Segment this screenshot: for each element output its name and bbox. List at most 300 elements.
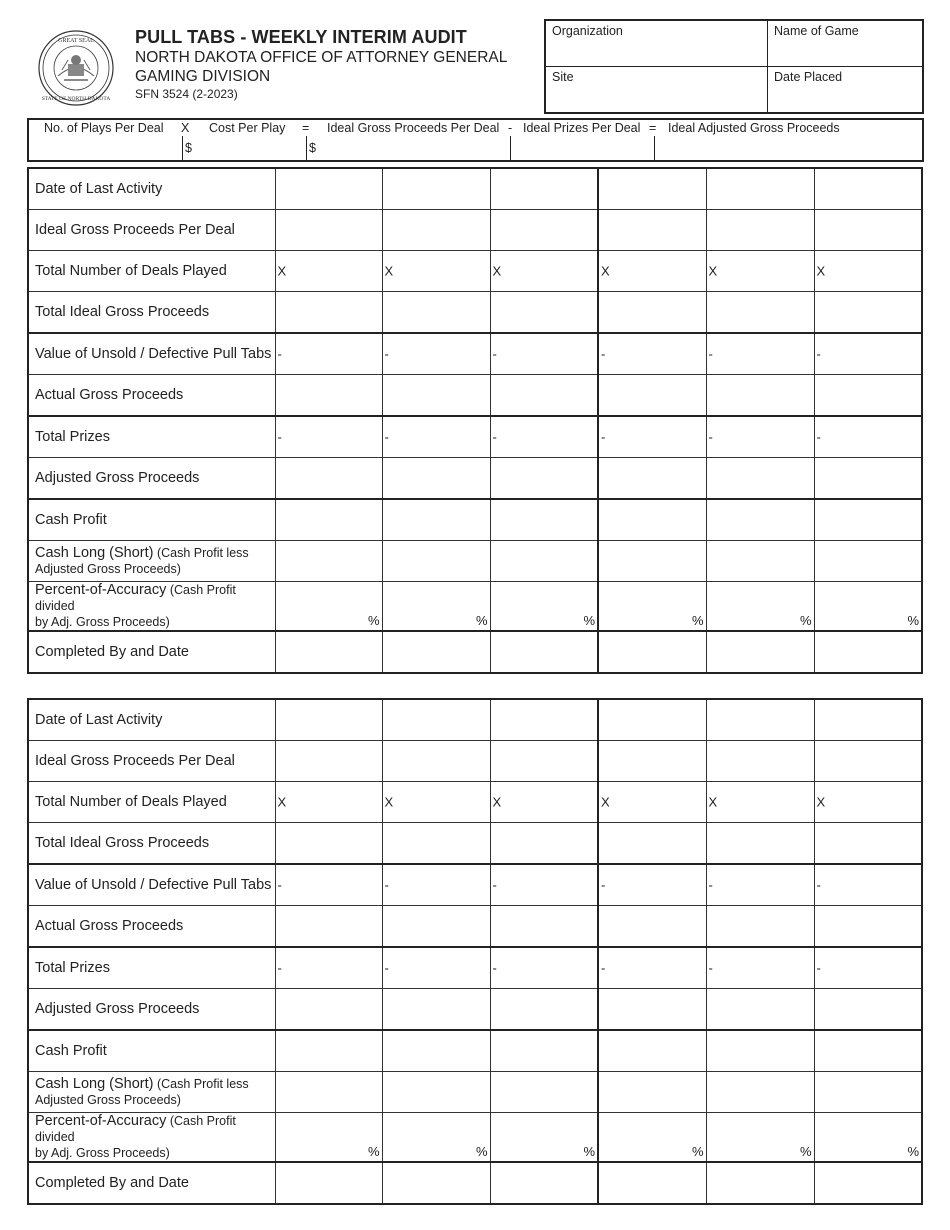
row-label-text: Total Prizes [35,429,110,445]
completed-by-label [28,1162,275,1204]
total-deals-played-cell[interactable] [275,251,382,292]
adjusted-gross-cell[interactable] [275,989,382,1031]
date-last-activity-label [28,699,275,741]
minus-mark: - [708,960,713,976]
cost-per-play-label: Cost Per Play [209,121,286,135]
minus-mark: - [601,346,606,362]
cash-long-label [28,1072,275,1113]
ideal-prizes-label: Ideal Prizes Per Deal [523,121,641,135]
row-label-main: Percent-of-Accuracy [35,582,167,598]
total-prizes-cell[interactable] [382,416,490,458]
times-symbol: X [181,121,190,135]
ideal-gross-per-deal-cell[interactable] [382,210,490,251]
total-ideal-gross-cell[interactable] [706,292,814,334]
completed-by-cell[interactable] [814,1162,922,1204]
ideal-prizes-input[interactable] [511,136,654,160]
date-last-activity-cell[interactable] [814,699,922,741]
table-row [28,1030,922,1072]
adjusted-gross-cell[interactable] [490,458,598,500]
info-box [544,19,924,114]
cash-long-cell[interactable] [814,541,922,582]
total-ideal-gross-cell[interactable] [382,823,490,865]
multiply-mark: X [708,794,718,810]
date-last-activity-cell[interactable] [706,168,814,210]
table-row [28,375,922,417]
adjusted-gross-cell[interactable] [706,458,814,500]
cash-long-cell[interactable] [706,1072,814,1113]
date-last-activity-cell[interactable] [275,699,382,741]
table-row [28,864,922,906]
value-unsold-cell[interactable] [706,333,814,375]
cash-profit-cell[interactable] [275,499,382,541]
row-label-note: (Cash Profit less [156,1077,249,1091]
table-row [28,741,922,782]
value-unsold-cell[interactable] [275,864,382,906]
minus-mark: - [816,429,821,445]
percent-accuracy-cell[interactable] [706,1113,814,1163]
minus-mark: - [601,877,606,893]
cash-long-cell[interactable] [814,1072,922,1113]
table-row [28,333,922,375]
total-prizes-cell[interactable] [275,416,382,458]
date-last-activity-cell[interactable] [275,168,382,210]
total-ideal-gross-cell[interactable] [490,292,598,334]
cash-profit-label [28,1030,275,1072]
total-ideal-gross-cell[interactable] [598,292,706,334]
minus-mark: - [384,429,389,445]
row-label-text: Cash Profit [35,1043,107,1059]
cash-profit-cell[interactable] [382,1030,490,1072]
percent-accuracy-cell[interactable] [814,582,922,632]
ideal-gross-per-deal-label [28,741,275,782]
total-deals-played-cell[interactable] [598,782,706,823]
multiply-mark: X [384,794,394,810]
cash-profit-cell[interactable] [598,499,706,541]
actual-gross-cell[interactable] [275,906,382,948]
cash-long-cell[interactable] [706,541,814,582]
cash-long-cell[interactable] [275,1072,382,1113]
row-label-text: Total Ideal Gross Proceeds [35,304,210,320]
adjusted-gross-cell[interactable] [598,989,706,1031]
percent-accuracy-cell[interactable] [598,1113,706,1163]
minus-mark: - [816,877,821,893]
row-label-text: Actual Gross Proceeds [35,918,184,934]
row-label-note: (Cash Profit divided [35,1114,236,1144]
percent-mark: % [907,1144,919,1159]
table-row [28,823,922,865]
row-label-main: Percent-of-Accuracy [35,1113,167,1129]
adjusted-gross-cell[interactable] [706,989,814,1031]
minus-mark: - [708,877,713,893]
total-deals-played-cell[interactable] [706,782,814,823]
minus-mark: - [277,346,282,362]
table-row [28,251,922,292]
percent-mark: % [367,1144,380,1159]
completed-by-cell[interactable] [598,1162,706,1204]
completed-by-cell[interactable] [275,631,382,673]
value-unsold-cell[interactable] [814,333,922,375]
minus-mark: - [384,877,389,893]
row-label-text: Completed By and Date [35,644,189,660]
organization-label: Organization [552,24,623,38]
ideal-gross-per-deal-cell[interactable] [598,210,706,251]
percent-accuracy-cell[interactable] [490,582,598,632]
adjusted-gross-cell[interactable] [382,458,490,500]
minus-mark: - [708,429,713,445]
cash-long-cell[interactable] [382,1072,490,1113]
total-deals-played-cell[interactable] [490,251,598,292]
actual-gross-label [28,906,275,948]
row-label-text: Adjusted Gross Proceeds [35,470,200,486]
equals-symbol-1: = [302,121,310,135]
row-label-text: Cash Profit [35,512,107,528]
cash-long-cell[interactable] [382,541,490,582]
cash-profit-cell[interactable] [598,1030,706,1072]
multiply-mark: X [277,794,287,810]
cash-long-label [28,541,275,582]
completed-by-cell[interactable] [382,1162,490,1204]
cash-profit-cell[interactable] [814,499,922,541]
formula-box [27,118,924,162]
total-ideal-gross-cell[interactable] [275,292,382,334]
minus-mark: - [492,960,497,976]
cash-long-cell[interactable] [598,541,706,582]
total-ideal-gross-cell[interactable] [814,292,922,334]
total-prizes-cell[interactable] [490,947,598,989]
cost-per-play-input[interactable] [183,136,306,160]
table-row [28,292,922,334]
ideal-gross-per-deal-cell[interactable] [275,741,382,782]
percent-accuracy-label [28,1113,275,1163]
value-unsold-cell[interactable] [275,333,382,375]
total-prizes-cell[interactable] [275,947,382,989]
adjusted-gross-cell[interactable] [814,989,922,1031]
total-prizes-cell[interactable] [706,947,814,989]
adjusted-gross-label [28,989,275,1031]
total-deals-played-label [28,782,275,823]
ideal-gross-per-deal-cell[interactable] [814,210,922,251]
total-prizes-label [28,947,275,989]
form-number: SFN 3524 (2-2023) [135,87,238,101]
minus-mark: - [492,429,497,445]
plays-dollar-sign: $ [185,141,192,155]
row-label-text: Date of Last Activity [35,181,163,197]
equals-symbol-2: = [649,121,657,135]
name-of-game-label: Name of Game [774,24,859,38]
date-last-activity-label [28,168,275,210]
actual-gross-cell[interactable] [706,375,814,417]
ideal-gross-per-deal-cell[interactable] [275,210,382,251]
row-label-text: Date of Last Activity [35,712,163,728]
total-ideal-gross-cell[interactable] [490,823,598,865]
total-ideal-gross-cell[interactable] [598,823,706,865]
date-last-activity-cell[interactable] [706,699,814,741]
percent-mark: % [583,1144,595,1159]
row-label-text: Total Number of Deals Played [35,794,227,810]
value-unsold-cell[interactable] [598,864,706,906]
multiply-mark: X [816,263,826,279]
multiply-mark: X [492,794,502,810]
percent-mark: % [367,613,380,628]
minus-mark: - [601,429,606,445]
cash-long-cell[interactable] [490,1072,598,1113]
actual-gross-cell[interactable] [598,375,706,417]
minus-mark: - [384,346,389,362]
percent-mark: % [583,613,595,628]
total-deals-played-cell[interactable] [814,251,922,292]
table-row [28,631,922,673]
completed-by-label [28,631,275,673]
row-label-main: Cash Long (Short) [35,1076,154,1092]
completed-by-cell[interactable] [706,1162,814,1204]
percent-accuracy-cell[interactable] [382,1113,490,1163]
value-unsold-cell[interactable] [382,333,490,375]
table-row [28,782,922,823]
table-row [28,1113,922,1163]
ideal-gross-input[interactable] [307,136,510,160]
value-unsold-cell[interactable] [706,864,814,906]
row-label-text: Actual Gross Proceeds [35,387,184,403]
completed-by-cell[interactable] [490,631,598,673]
value-unsold-cell[interactable] [382,864,490,906]
row-label-text: Total Prizes [35,960,110,976]
percent-mark: % [475,1144,488,1159]
percent-mark: % [799,613,812,628]
plays-per-deal-input[interactable] [29,136,182,160]
total-ideal-gross-cell[interactable] [382,292,490,334]
percent-accuracy-label [28,582,275,632]
completed-by-cell[interactable] [706,631,814,673]
form-title: PULL TABS - WEEKLY INTERIM AUDIT [135,27,467,47]
cash-profit-cell[interactable] [490,499,598,541]
ideal-gross-per-deal-cell[interactable] [814,741,922,782]
adjusted-gross-cell[interactable] [382,989,490,1031]
table-row [28,458,922,500]
row-label-text: Ideal Gross Proceeds Per Deal [35,753,235,769]
table-row [28,989,922,1031]
total-deals-played-cell[interactable] [490,782,598,823]
total-prizes-cell[interactable] [706,416,814,458]
total-deals-played-cell[interactable] [814,782,922,823]
row-label-text: Ideal Gross Proceeds Per Deal [35,222,235,238]
cash-long-cell[interactable] [598,1072,706,1113]
ideal-gross-per-deal-cell[interactable] [706,210,814,251]
total-deals-played-cell[interactable] [706,251,814,292]
adjusted-gross-cell[interactable] [814,458,922,500]
svg-text:STATE OF NORTH DAKOTA: STATE OF NORTH DAKOTA [41,96,111,102]
adjusted-gross-cell[interactable] [598,458,706,500]
ideal-gross-per-deal-cell[interactable] [598,741,706,782]
table-row [28,582,922,632]
percent-mark: % [691,613,704,628]
row-label-text: Total Ideal Gross Proceeds [35,835,210,851]
date-last-activity-cell[interactable] [490,168,598,210]
plays-per-deal-label: No. of Plays Per Deal [44,121,164,135]
ideal-gross-per-deal-cell[interactable] [490,210,598,251]
minus-mark: - [277,960,282,976]
percent-accuracy-cell[interactable] [275,1113,382,1163]
completed-by-cell[interactable] [490,1162,598,1204]
total-deals-played-label [28,251,275,292]
row-label-note: (Cash Profit divided [35,583,236,613]
value-unsold-label [28,864,275,906]
cost-dollar-sign: $ [309,141,316,155]
percent-mark: % [799,1144,812,1159]
minus-symbol: - [508,121,513,135]
name-of-game-field[interactable] [768,21,922,66]
total-ideal-gross-label [28,823,275,865]
row-label-note: (Cash Profit less [156,546,249,560]
total-prizes-cell[interactable] [598,416,706,458]
row-label-text: Value of Unsold / Defective Pull Tabs [35,346,272,362]
table-row [28,499,922,541]
total-deals-played-cell[interactable] [382,251,490,292]
cash-long-cell[interactable] [275,541,382,582]
date-last-activity-cell[interactable] [598,699,706,741]
completed-by-cell[interactable] [275,1162,382,1204]
ideal-gross-per-deal-cell[interactable] [706,741,814,782]
actual-gross-cell[interactable] [598,906,706,948]
site-label: Site [552,70,574,84]
table-row [28,168,922,210]
completed-by-cell[interactable] [598,631,706,673]
row-label-note: by Adj. Gross Proceeds) [35,1146,170,1160]
total-deals-played-cell[interactable] [382,782,490,823]
minus-mark: - [277,877,282,893]
minus-mark: - [492,346,497,362]
date-last-activity-cell[interactable] [598,168,706,210]
cash-profit-cell[interactable] [275,1030,382,1072]
ideal-adjusted-input[interactable] [655,136,918,160]
date-last-activity-cell[interactable] [382,168,490,210]
adjusted-gross-label [28,458,275,500]
percent-accuracy-cell[interactable] [598,582,706,632]
row-label-text: Adjusted Gross Proceeds [35,1001,200,1017]
minus-mark: - [708,346,713,362]
multiply-mark: X [816,794,826,810]
multiply-mark: X [601,263,610,279]
table-row [28,906,922,948]
total-ideal-gross-cell[interactable] [814,823,922,865]
cash-profit-cell[interactable] [382,499,490,541]
agency-name: NORTH DAKOTA OFFICE OF ATTORNEY GENERAL [135,49,508,66]
table-row [28,210,922,251]
completed-by-cell[interactable] [382,631,490,673]
minus-mark: - [816,960,821,976]
adjusted-gross-cell[interactable] [490,989,598,1031]
date-last-activity-cell[interactable] [490,699,598,741]
date-last-activity-cell[interactable] [382,699,490,741]
table-row [28,416,922,458]
minus-mark: - [816,346,821,362]
cash-profit-cell[interactable] [706,499,814,541]
completed-by-cell[interactable] [814,631,922,673]
actual-gross-cell[interactable] [490,906,598,948]
multiply-mark: X [708,263,718,279]
division-name: GAMING DIVISION [135,68,271,85]
value-unsold-cell[interactable] [490,864,598,906]
table-row [28,541,922,582]
percent-accuracy-cell[interactable] [814,1113,922,1163]
total-prizes-label [28,416,275,458]
row-label-text: Total Number of Deals Played [35,263,227,279]
total-ideal-gross-cell[interactable] [706,823,814,865]
actual-gross-cell[interactable] [275,375,382,417]
actual-gross-cell[interactable] [814,906,922,948]
minus-mark: - [601,960,606,976]
percent-accuracy-cell[interactable] [706,582,814,632]
value-unsold-cell[interactable] [598,333,706,375]
total-prizes-cell[interactable] [814,416,922,458]
total-prizes-cell[interactable] [490,416,598,458]
cash-profit-label [28,499,275,541]
minus-mark: - [384,960,389,976]
actual-gross-cell[interactable] [382,906,490,948]
organization-field[interactable] [546,21,767,66]
cash-profit-cell[interactable] [706,1030,814,1072]
percent-accuracy-cell[interactable] [490,1113,598,1163]
total-deals-played-cell[interactable] [275,782,382,823]
cash-long-cell[interactable] [490,541,598,582]
total-prizes-cell[interactable] [382,947,490,989]
value-unsold-cell[interactable] [490,333,598,375]
total-ideal-gross-cell[interactable] [275,823,382,865]
site-field[interactable] [546,67,767,112]
table-row [28,699,922,741]
adjusted-gross-cell[interactable] [275,458,382,500]
ideal-adjusted-label: Ideal Adjusted Gross Proceeds [668,121,840,135]
percent-accuracy-cell[interactable] [382,582,490,632]
total-prizes-cell[interactable] [598,947,706,989]
ideal-gross-per-deal-cell[interactable] [382,741,490,782]
ideal-gross-per-deal-label [28,210,275,251]
total-prizes-cell[interactable] [814,947,922,989]
total-deals-played-cell[interactable] [598,251,706,292]
percent-mark: % [691,1144,704,1159]
percent-mark: % [475,613,488,628]
table-row [28,1162,922,1204]
value-unsold-cell[interactable] [814,864,922,906]
date-last-activity-cell[interactable] [814,168,922,210]
cash-profit-cell[interactable] [490,1030,598,1072]
multiply-mark: X [601,794,610,810]
svg-text:GREAT SEAL: GREAT SEAL [58,38,94,44]
value-unsold-label [28,333,275,375]
table-row [28,1072,922,1113]
row-label-note: Adjusted Gross Proceeds) [35,562,181,576]
actual-gross-cell[interactable] [706,906,814,948]
multiply-mark: X [384,263,394,279]
minus-mark: - [492,877,497,893]
cash-profit-cell[interactable] [814,1030,922,1072]
date-placed-label: Date Placed [774,70,843,84]
minus-mark: - [277,429,282,445]
state-seal-logo [38,30,114,106]
row-label-text: Completed By and Date [35,1175,189,1191]
percent-accuracy-cell[interactable] [275,582,382,632]
multiply-mark: X [277,263,287,279]
row-label-main: Cash Long (Short) [35,545,154,561]
audit-table-1 [27,167,923,674]
date-placed-field[interactable] [768,67,922,112]
ideal-gross-per-deal-cell[interactable] [490,741,598,782]
total-ideal-gross-label [28,292,275,334]
actual-gross-cell[interactable] [490,375,598,417]
actual-gross-cell[interactable] [814,375,922,417]
actual-gross-cell[interactable] [382,375,490,417]
multiply-mark: X [492,263,502,279]
row-label-note: Adjusted Gross Proceeds) [35,1093,181,1107]
